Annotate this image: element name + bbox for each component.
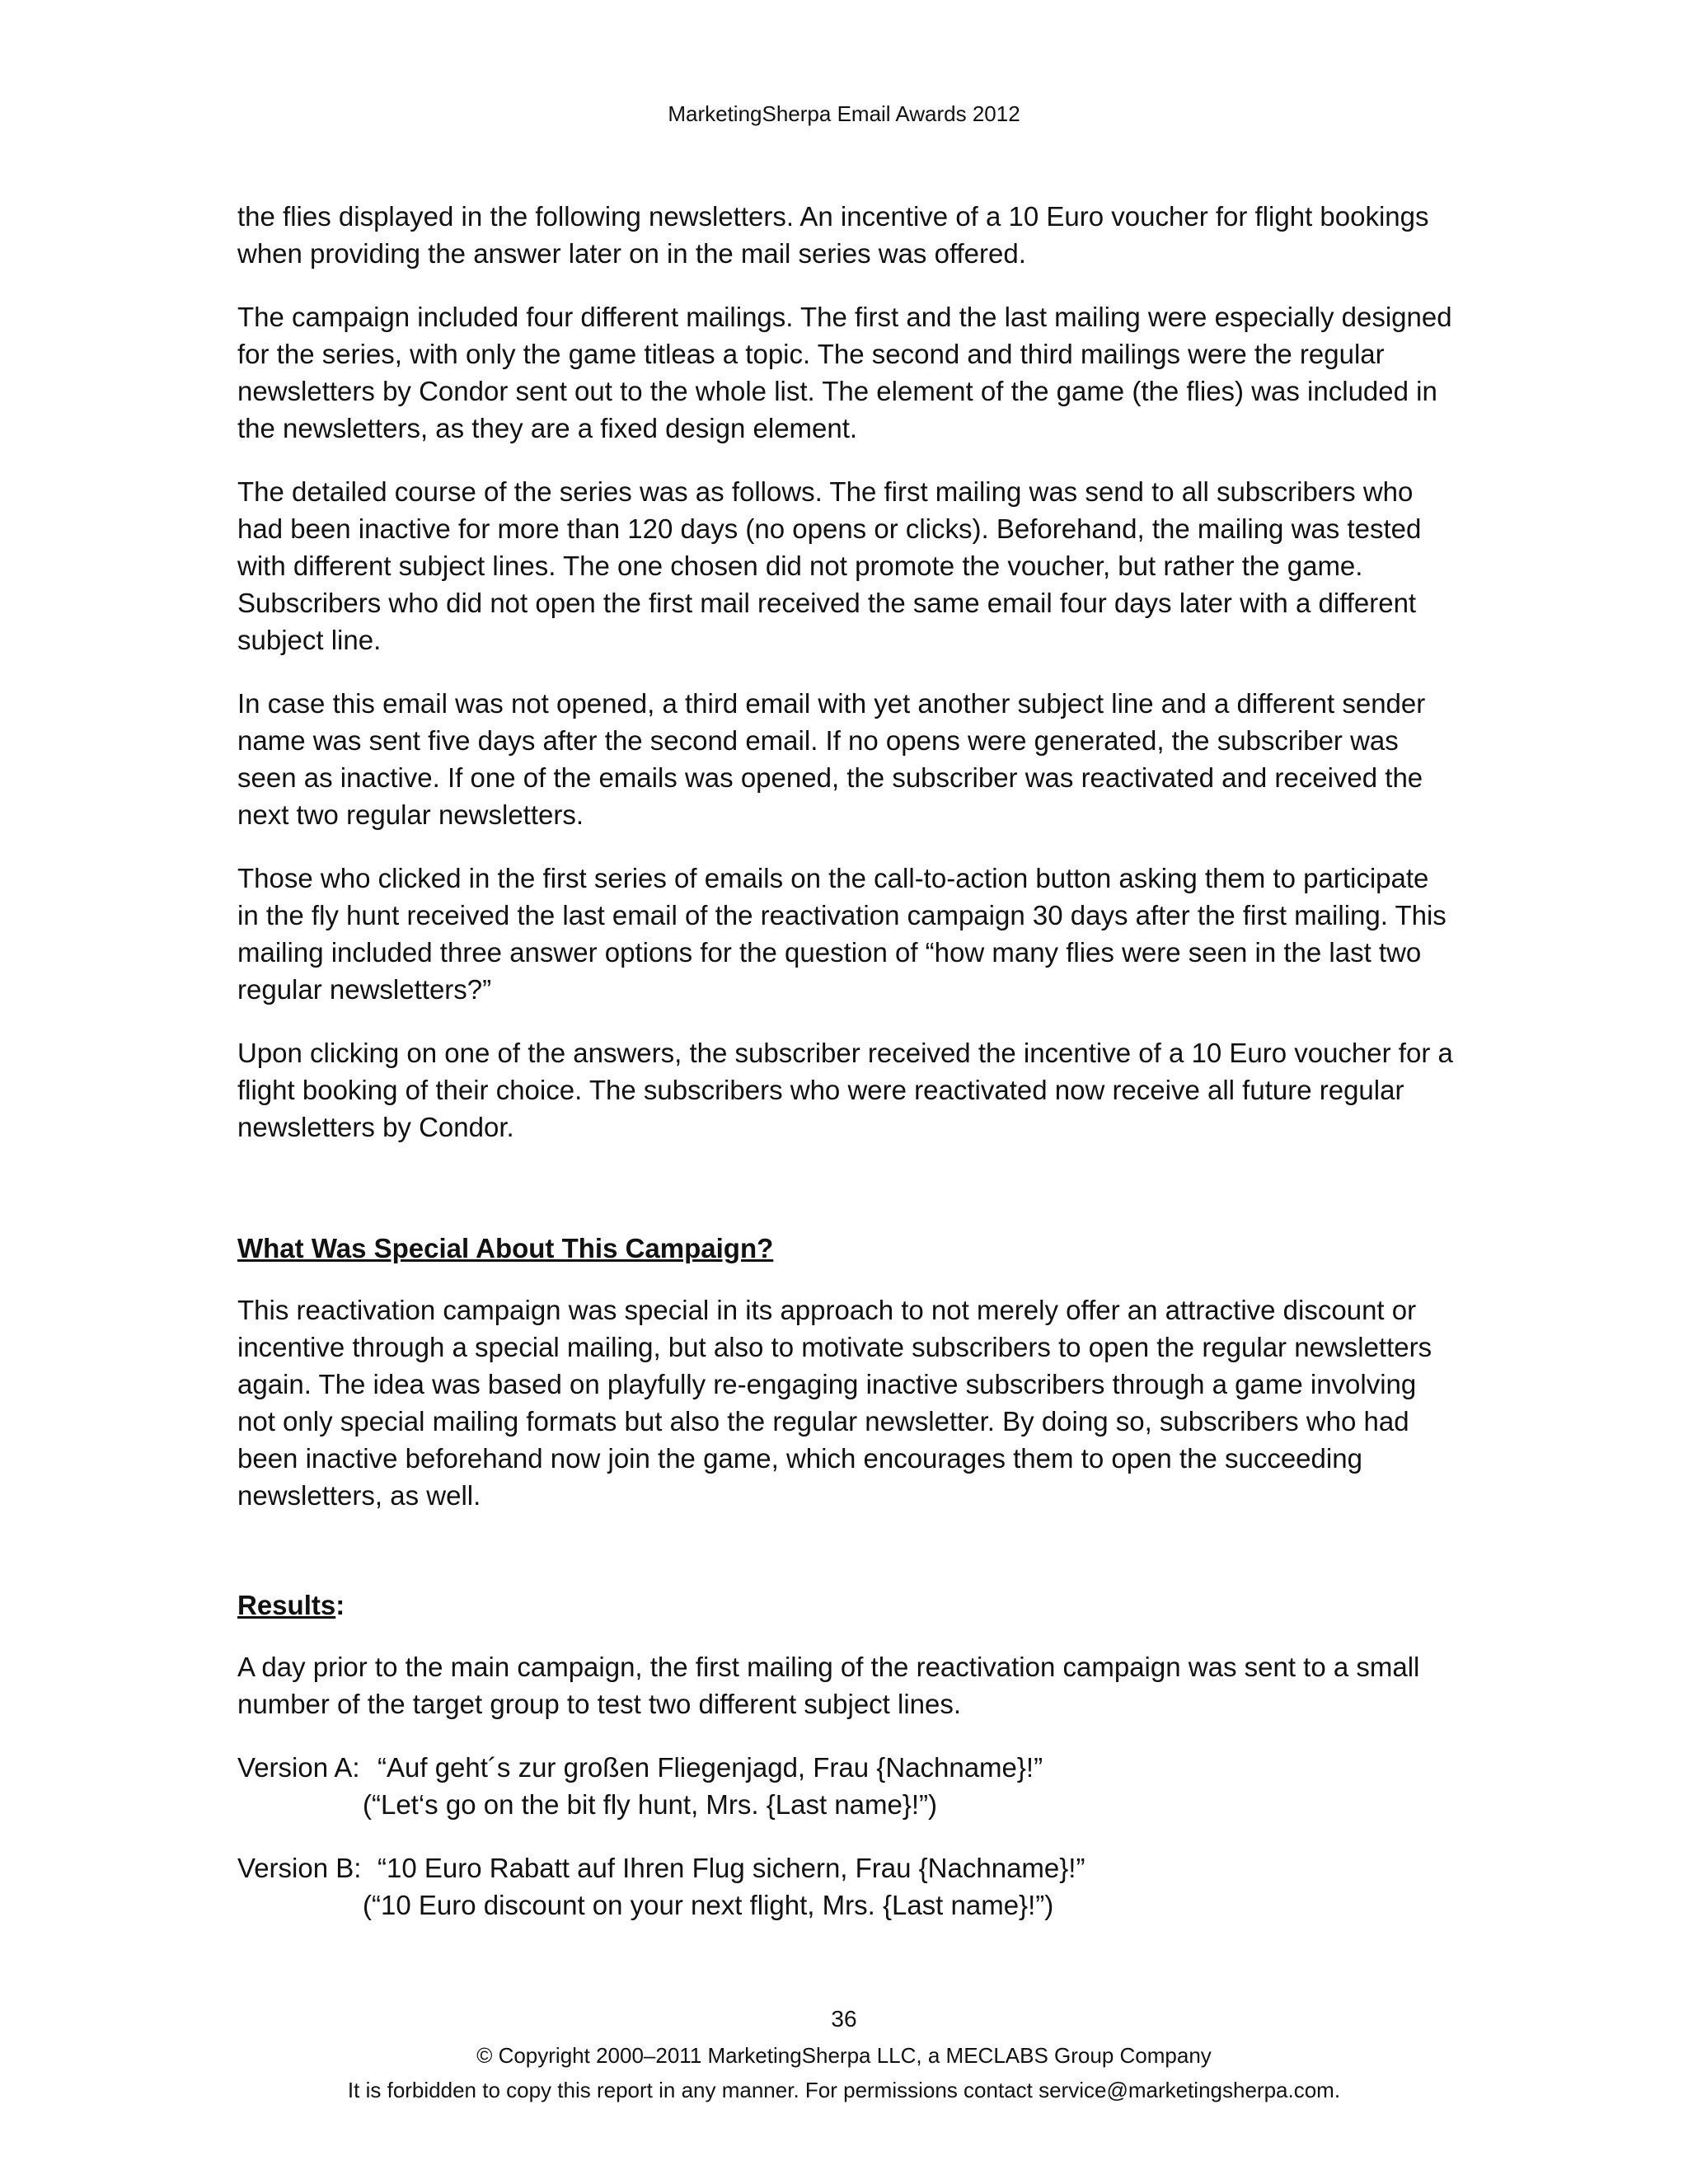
footer-copyright: © Copyright 2000–2011 MarketingSherpa LLC, a MECLABS Group Company: [476, 2043, 1212, 2068]
version-label: Version A:: [237, 1752, 360, 1783]
version-subject: “10 Euro Rabatt auf Ihren Flug sichern, Frau {Nachname}!”: [377, 1853, 1085, 1883]
paragraph-fly-hunt: Those who clicked in the first series of emails on the call-to-action button asking them to participate in the fly hunt received the last email of the reactivation campaign 30 days after the first mailing. This mailing included three answer options for the question of “how many flies were seen in the last two regular newsletters?”: [237, 863, 1447, 1005]
version-subject: “Auf geht´s zur großen Fliegenjagd, Frau {Nachname}!”: [377, 1752, 1043, 1783]
paragraph-special: This reactivation campaign was special in its approach to not merely offer an attractive discount or incentive through a special mailing, but also to motivate subscribers to open the regular newsletters again. The idea was based on playfully re-engaging inactive subscribers through a game involving not only special mailing formats but also the regular newsletter. By doing so, subscribers who had been inactive beforehand now join the game, which encourages them to open the succeeding newsletters, as well.: [237, 1295, 1432, 1511]
document-body: [237, 198, 1457, 1950]
section-heading-results-colon: :: [335, 1590, 345, 1620]
section-heading-special-text: What Was Special About This Campaign?: [237, 1233, 774, 1263]
version-translation: (“Let‘s go on the bit fly hunt, Mrs. {Last name}!”): [363, 1789, 937, 1820]
paragraph-series-course: The detailed course of the series was as follows. The first mailing was send to all subscribers who had been inactive for more than 120 days (no opens or clicks). Beforehand, the mailing was tested with different subject lines. The one chosen did not promote the voucher, but rather the game. Subscribers who did not open the first mail received the same email four days later with a different subject line.: [237, 476, 1422, 655]
paragraph-campaign-mailings: The campaign included four different mailings. The first and the last mailing were especially designed for the series, with only the game titleas a topic. The second and third mailings were the regular newsletters by Condor sent out to the whole list. The element of the game (the flies) was included in the newsletters, as they are a fixed design element.: [237, 302, 1452, 443]
footer-notice: It is forbidden to copy this report in any manner. For permissions contact service@marketingsherpa.com.: [347, 2078, 1341, 2102]
section-heading-results-text: Results: [237, 1590, 336, 1620]
version-translation: (“10 Euro discount on your next flight, Mrs. {Last name}!”): [363, 1890, 1054, 1920]
section-spacer: [237, 1540, 1457, 1586]
paragraph-voucher: Upon clicking on one of the answers, the subscriber received the incentive of a 10 Euro voucher for a flight booking of their choice. The subscribers who were reactivated now receive all future regular newsletters by Condor.: [237, 1038, 1453, 1142]
page-number: 36: [831, 2006, 857, 2032]
section-spacer: [237, 1172, 1457, 1230]
page-header: MarketingSherpa Email Awards 2012: [668, 101, 1020, 126]
paragraph-third-email: In case this email was not opened, a third email with yet another subject line and a different sender name was sent five days after the second email. If no opens were generated, the subscriber was seen as inactive. If one of the emails was opened, the subscriber was reactivated and received the next two regular newsletters.: [237, 688, 1426, 830]
paragraph-flies-intro: the flies displayed in the following newsletters. An incentive of a 10 Euro voucher for flight bookings when providing the answer later on in the mail series was offered.: [237, 201, 1429, 269]
section-heading-results: [237, 1586, 1457, 1624]
version-label: Version B:: [237, 1853, 362, 1883]
paragraph-results: A day prior to the main campaign, the first mailing of the reactivation campaign was sent to a small number of the target group to test two different subject lines.: [237, 1652, 1420, 1719]
subject-version-a: [237, 1749, 1457, 1823]
subject-version-b: [237, 1849, 1457, 1924]
section-heading-special: [237, 1230, 1457, 1267]
